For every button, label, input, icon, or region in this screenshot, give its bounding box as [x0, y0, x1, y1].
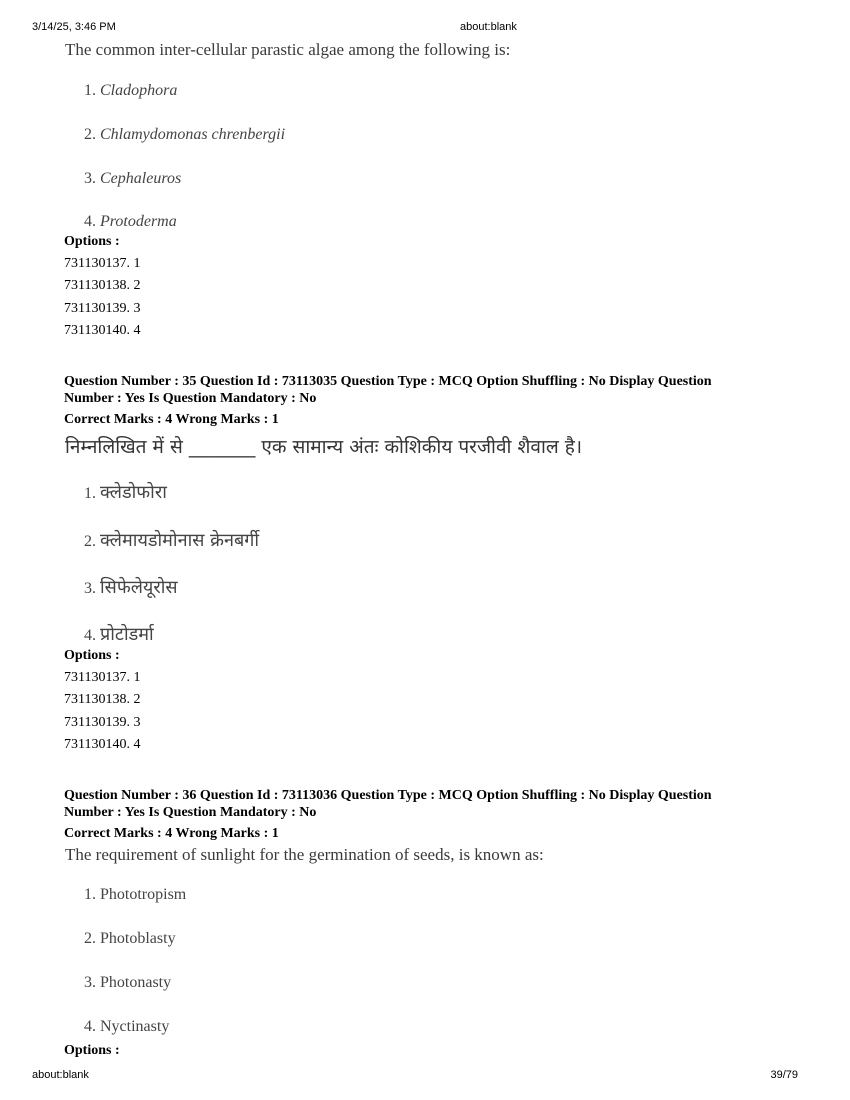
- choice-3: 3. Photonasty: [84, 974, 172, 991]
- option-id-2: 731130138. 2: [64, 692, 141, 707]
- choice-1: 1. क्लेडोफोरा: [84, 482, 167, 503]
- options-label: Options :: [64, 234, 120, 249]
- choice-1: 1. Cladophora: [84, 82, 178, 99]
- option-id-1: 731130137. 1: [64, 670, 141, 685]
- option-id-3: 731130139. 3: [64, 715, 141, 730]
- choice-3: 3. Cephaleuros: [84, 170, 182, 187]
- choice-2: 2. Photoblasty: [84, 930, 176, 947]
- options-label: Options :: [64, 1043, 120, 1058]
- print-header-url: about:blank: [460, 21, 517, 33]
- option-id-1: 731130137. 1: [64, 256, 141, 271]
- marks-line: Correct Marks : 4 Wrong Marks : 1: [64, 412, 279, 427]
- question-text: The common inter-cellular parastic algae among the following is:: [65, 40, 511, 59]
- option-id-2: 731130138. 2: [64, 278, 141, 293]
- question-meta-line-1: Question Number : 36 Question Id : 73113036 Question Type : MCQ Option Shuffling : No Display Question: [64, 788, 712, 803]
- option-id-4: 731130140. 4: [64, 323, 141, 338]
- choice-1: 1. Phototropism: [84, 886, 187, 903]
- marks-line: Correct Marks : 4 Wrong Marks : 1: [64, 826, 279, 841]
- page-number: 39/79: [770, 1069, 798, 1081]
- question-meta-line-2: Number : Yes Is Question Mandatory : No: [64, 805, 317, 820]
- question-meta: [64, 787, 784, 821]
- choice-4: 4. Nyctinasty: [84, 1018, 170, 1035]
- question-text: The requirement of sunlight for the germination of seeds, is known as:: [65, 845, 544, 864]
- question-meta-line-1: Question Number : 35 Question Id : 73113035 Question Type : MCQ Option Shuffling : No Display Question: [64, 374, 712, 389]
- choice-4: 4. प्रोटोडर्मा: [84, 624, 154, 645]
- choice-3: 3. सिफेलेयूरोस: [84, 577, 178, 598]
- options-label: Options :: [64, 648, 120, 663]
- option-id-4: 731130140. 4: [64, 737, 141, 752]
- print-header-datetime: 3/14/25, 3:46 PM: [32, 21, 116, 33]
- choice-4: 4. Protoderma: [84, 213, 177, 230]
- question-meta-line-2: Number : Yes Is Question Mandatory : No: [64, 391, 317, 406]
- choice-2: 2. Chlamydomonas chrenbergii: [84, 126, 286, 143]
- question-meta: [64, 373, 784, 407]
- question-text: निम्नलिखित में से _______ एक सामान्य अंतः कोशिकीय परजीवी शैवाल है।: [65, 436, 583, 458]
- option-id-3: 731130139. 3: [64, 301, 141, 316]
- choice-2: 2. क्लेमायडोमोनास क्रेनबर्गी: [84, 530, 260, 551]
- print-footer-url: about:blank: [32, 1069, 89, 1081]
